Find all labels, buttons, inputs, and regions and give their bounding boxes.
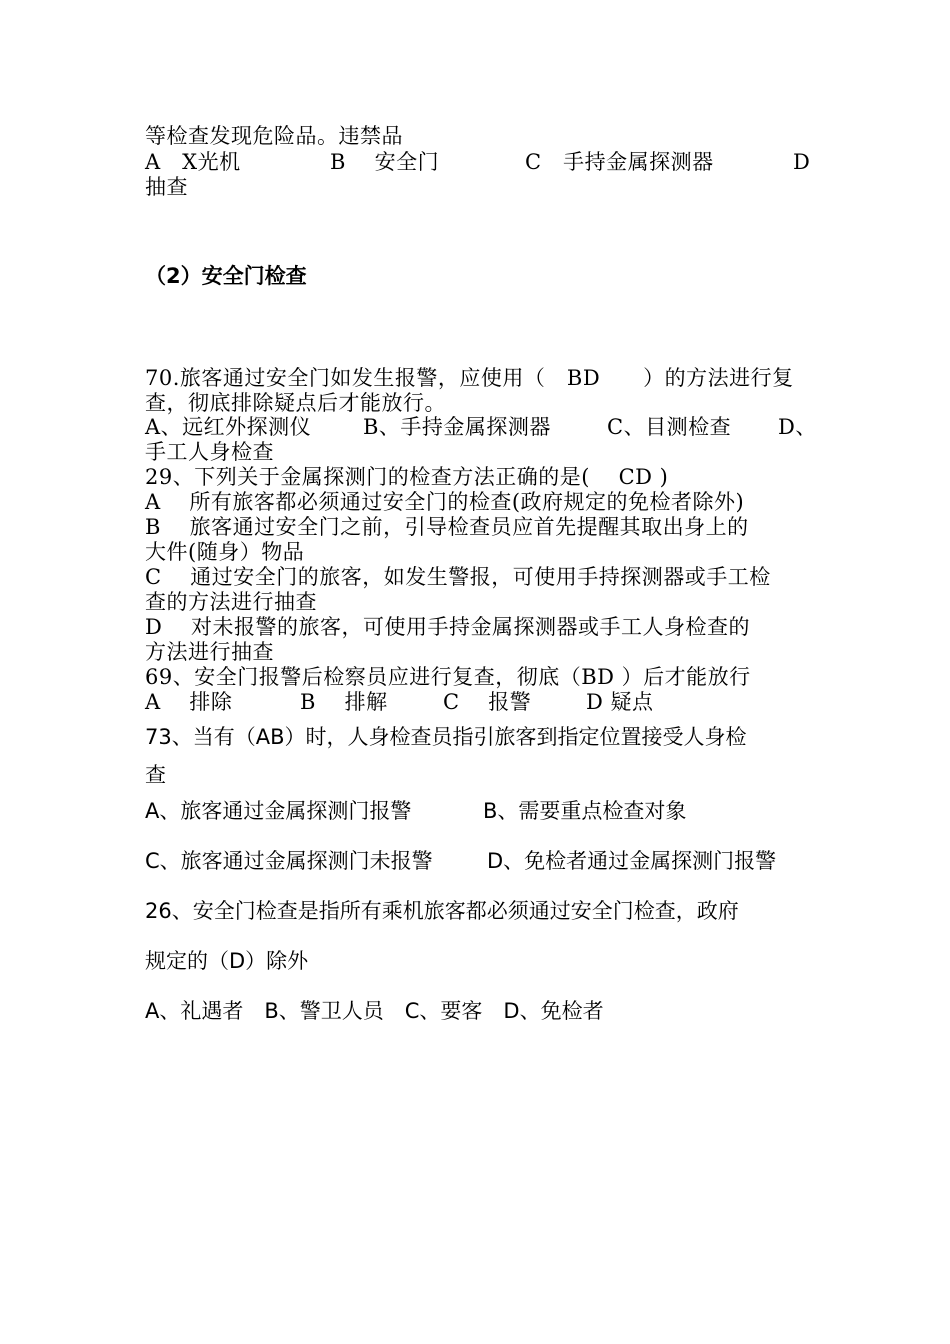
option-a: A X光机 [145,150,241,174]
option-a: A、旅客通过金属探测门报警 [145,799,412,823]
option-d: D 疑点 [586,690,654,714]
option-b: B、手持金属探测器 [363,415,551,439]
question-29-line1: 29、下列关于金属探测门的检查方法正确的是( CD ) [145,465,669,489]
question-29-option-d-line2: 方法进行抽查 [145,640,274,664]
question-26-line1: 26、安全门检查是指所有乘机旅客都必须通过安全门检查，政府 [145,899,739,923]
question-73-line2: 查 [145,763,166,787]
question-69-line1: 69、安全门报警后检察员应进行复查，彻底（BD ）后才能放行 [145,665,751,689]
question-73-options-cd [145,848,815,874]
question-29-option-b-line2: 大件(随身）物品 [145,540,305,564]
question-69-options [145,689,815,715]
question-29-option-b-line1: B 旅客通过安全门之前，引导检查员应首先提醒其取出身上的 [145,515,749,539]
option-continuation: 抽查 [145,175,188,199]
option-b: B、需要重点检查对象 [483,799,687,823]
option-a: A 排除 [145,690,233,714]
question-29-option-c-line2: 查的方法进行抽查 [145,590,317,614]
option-d: D [793,150,811,174]
section-heading: （2）安全门检查 [145,264,307,288]
question-26-line2: 规定的（D）除外 [145,949,309,973]
answer-options-row [145,149,815,175]
question-29-option-c-line1: C 通过安全门的旅客，如发生警报，可使用手持探测器或手工检 [145,565,771,589]
option-c: C、目测检查 [607,415,732,439]
option-d: D、 [778,415,817,439]
question-70-line4: 手工人身检查 [145,440,274,464]
option-a: A、远红外探测仪 [145,415,312,439]
question-73-options-ab [145,798,815,824]
question-70-line1: 70.旅客通过安全门如发生报警，应使用（ BD ）的方法进行复 [145,366,794,390]
question-70-options [145,414,815,440]
option-b: B 排解 [300,690,388,714]
question-73-line1: 73、当有（AB）时，人身检查员指引旅客到指定位置接受人身检 [145,725,747,749]
question-26-options: A、礼遇者 B、警卫人员 C、要客 D、免检者 [145,999,604,1023]
question-fragment-line: 等检查发现危险品。违禁品 [145,124,403,148]
question-29-option-d-line1: D 对未报警的旅客，可使用手持金属探测器或手工人身检查的 [145,615,751,639]
option-d: D、免检者通过金属探测门报警 [487,849,777,873]
option-c: C 报警 [443,690,532,714]
question-70-line2: 查，彻底排除疑点后才能放行。 [145,391,446,415]
option-c: C 手持金属探测器 [525,150,714,174]
question-29-option-a: A 所有旅客都必须通过安全门的检查(政府规定的免检者除外) [145,490,745,514]
option-c: C、旅客通过金属探测门未报警 [145,849,433,873]
option-b: B 安全门 [330,150,440,174]
